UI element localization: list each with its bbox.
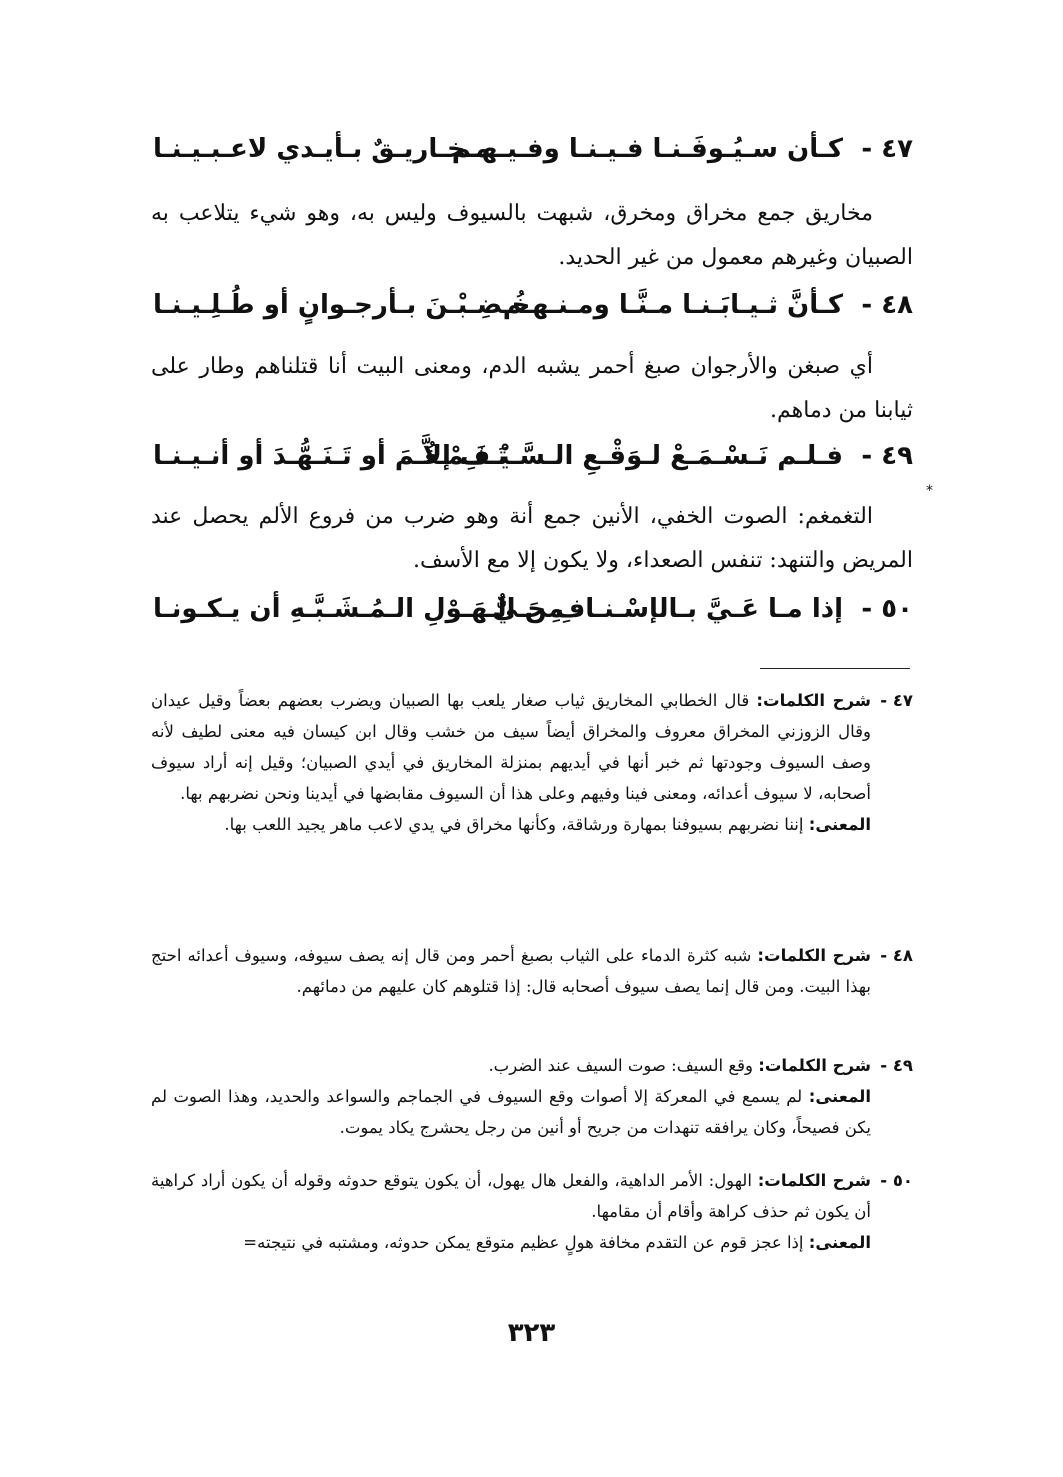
- verse-47-explanation: مخاريق جمع مخراق ومخرق، شبهت بالسيوف وليس به، وهو شيء يتلاعب به الصبيان وغيرهم معمول من غير الحديد.: [151, 201, 913, 270]
- footnote-meaning: [151, 1081, 913, 1143]
- footnote-body: [151, 1050, 913, 1081]
- footnote-label: شرح الكلمات:: [758, 1056, 871, 1075]
- footnote-body: [151, 1165, 913, 1227]
- verse-number: ٥٠ -: [861, 594, 913, 624]
- footnote-meaning: [151, 1227, 913, 1258]
- verse-first-hemistich: كـأنَّ ثـيـابَـنـا مـنَّـا ومـنـهـم: [502, 290, 843, 320]
- verse-first-hemistich: إذا مـا عَـيَّ بـالإسْـنـافِ حـيٌّ: [492, 594, 843, 624]
- footnote-number: ٤٧ -: [880, 691, 913, 710]
- verse-47: [153, 130, 913, 174]
- verse-48-explanation: أي صبغن والأرجوان صبغ أحمر يشبه الدم، ومعنى البيت أنا قتلناهم وطار على ثيابنا من دماهم.: [151, 354, 913, 423]
- verse-number: ٤٧ -: [861, 134, 913, 164]
- verse-49: [153, 437, 913, 481]
- footnote-48: [151, 940, 913, 1002]
- footnote-text: قال الخطابي المخاريق ثياب صغار يلعب بها الصبيان ويضرب بعضهم بعضاً وقيل عيدان وقال الزوزني المخراق معروف والمخراق أيضاً سيف من خشب وقال ابن كيسان فيه معنى لطيف لأنه وصف السيوف وجودتها ثم خبر أنها في أيديهم بمنزلة المخاريق في أيدي الصبيان؛ وقيل إنه أراد سيوف أصحابه، لا سيوف أعدائه، ومعنى فينا وفيهم وعلى هذا أن السيوف مقابضها في أيدينا ونحن نضربهم بها.: [151, 691, 871, 803]
- footnote-text: شبه كثرة الدماء على الثياب بصبغ أحمر ومن قال إنه يصف سيوفه، وسيوف أعدائه احتج بهذا البيت. ومن قال إنما يصف سيوف أصحابه قال: إذا قتلوهم كان عليهم من دمائهم.: [151, 946, 871, 996]
- footnote-label: شرح الكلمات:: [756, 691, 872, 710]
- verse-first-hemistich: كـأن سـيُـوفَـنـا فـيـنـا وفـيـهـم: [451, 134, 843, 164]
- verse-second-hemistich: مِنَ الـهَـوْلِ الـمُـشَـبَّـهِ أن يـكـونـا: [153, 594, 565, 624]
- footnote-body: [151, 940, 913, 1002]
- footnote-label: شرح الكلمات:: [757, 1171, 871, 1190]
- footnote-text: الهول: الأمر الداهية، والفعل هال يهول، أن يكون يتوقع حدوثه وقوله أن يكون أراد كراهية أن يكون ثم حذف كراهة وأقام أن مقامها.: [151, 1171, 871, 1221]
- verse-49-explanation: التغمغم: الصوت الخفي، الأنين جمع أنة وهو ضرب من فروع الألم يحصل عند المريض والتنهد: تنفس الصعداء، ولا يكون إلا مع الأسف.: [151, 504, 913, 573]
- verse-50: [153, 590, 913, 634]
- footnote-number: ٥٠ -: [880, 1171, 913, 1190]
- meaning-text: إذا عجز قوم عن التقدم مخافة هولٍ عظيم متوقع يمكن حدوثه، ومشتبه في نتيجته=: [243, 1233, 804, 1252]
- footnote-49: [151, 1050, 913, 1143]
- verse-number: ٤٨ -: [861, 290, 913, 320]
- footnote-number: ٤٨ -: [880, 946, 913, 965]
- footnote-divider: [760, 668, 910, 669]
- meaning-label: المعنى:: [808, 815, 871, 834]
- verse-second-hemistich: تَـغَـمْـغُـمَ أو تَـنَـهُّـدَ أو أنـيـنـا: [153, 441, 508, 471]
- meaning-label: المعنى:: [808, 1087, 871, 1106]
- meaning-text: إننا نضربهم بسيوفنا بمهارة ورشاقة، وكأنها مخراق في يدي لاعب ماهر يجيد اللعب بها.: [224, 815, 804, 834]
- footnote-47: [151, 685, 913, 840]
- verse-second-hemistich: مـخـاريـقٌ بـأيـدي لاعـبـيـنـا: [153, 134, 491, 164]
- verse-48: [153, 286, 913, 330]
- footnote-text: وقع السيف: صوت السيف عند الضرب.: [488, 1056, 753, 1075]
- verse-first-hemistich: فـلـم نَـسْـمَـعْ لـوَقْـعِ الـسَّـيْـفِ إلاَّ: [422, 441, 843, 471]
- footnote-number: ٤٩ -: [880, 1056, 913, 1075]
- meaning-label: المعنى:: [808, 1233, 871, 1252]
- asterisk-marker: *: [926, 483, 933, 499]
- footnote-50: [151, 1165, 913, 1258]
- verse-number: ٤٩ -: [861, 441, 913, 471]
- footnote-label: شرح الكلمات:: [757, 946, 871, 965]
- meaning-text: لم يسمع في المعركة إلا أصوات وقع السيوف في الجماجم والسواعد والحديد، وهذا الصوت لم يكن فصيحاً، وكان يرافقه تنهدات من جريح أو أنين من رجل يحشرج يكاد يموت.: [151, 1087, 871, 1137]
- footnote-body: [151, 685, 913, 809]
- page-number: ٣٢٣: [507, 1318, 556, 1348]
- footnote-meaning: [151, 809, 913, 840]
- verse-second-hemistich: خُـضِـبْـنَ بـأرجـوانٍ أو طُـلِـيـنـا: [153, 290, 531, 320]
